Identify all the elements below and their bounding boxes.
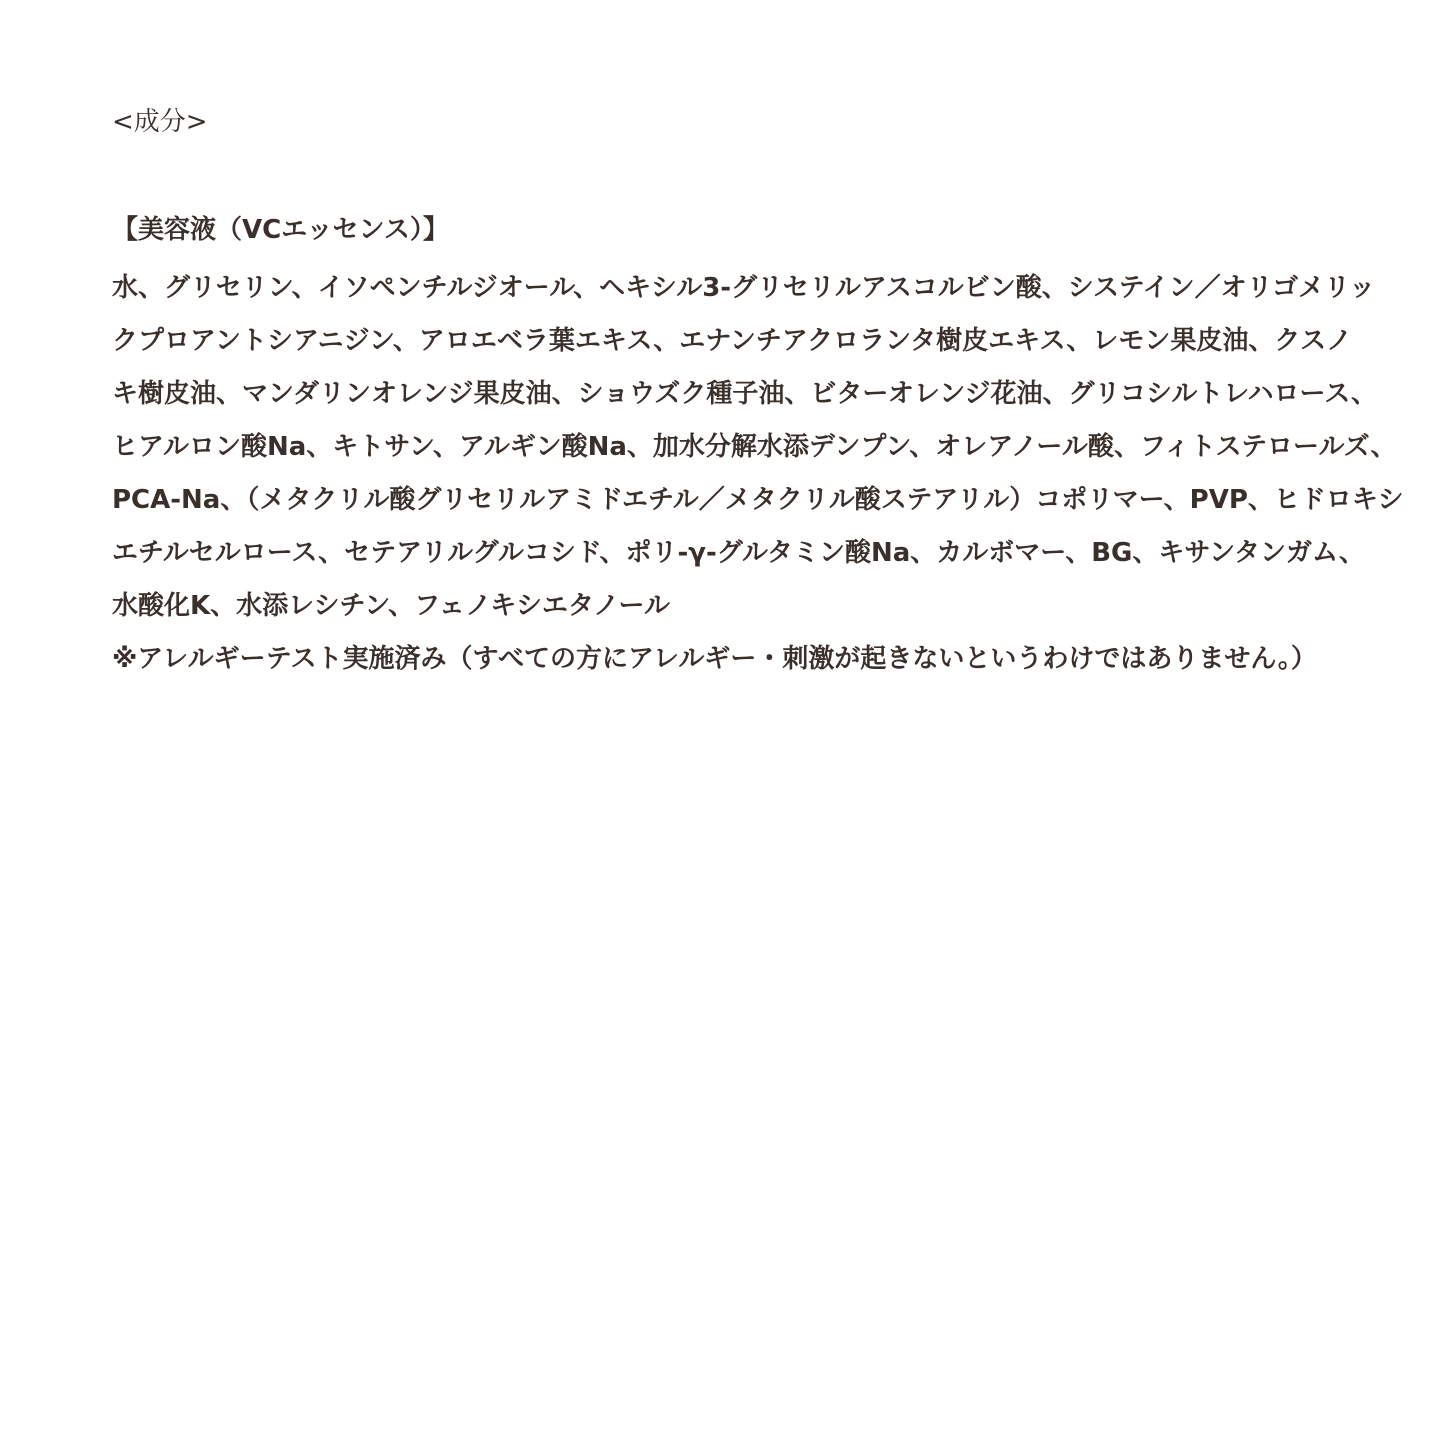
ingredient-line: PCA-Na、（メタクリル酸グリセリルアミドエチル／メタクリル酸ステアリル）コポリマー、PVP、ヒドロキシ — [112, 485, 1404, 515]
ingredient-line: ヒアルロン酸Na、キトサン、アルギン酸Na、加水分解水添デンプン、オレアノール酸、フィトステロールズ、 — [112, 432, 1397, 462]
section-heading: <成分> — [112, 107, 208, 137]
ingredient-line: クプロアントシアニジン、アロエベラ葉エキス、エナンチアクロランタ樹皮エキス、レモン果皮油、クスノ — [112, 326, 1353, 356]
ingredient-line: エチルセルロース、セテアリルグルコシド、ポリ-γ-グルタミン酸Na、カルボマー、BG、キサンタンガム、 — [112, 538, 1365, 568]
ingredient-list — [112, 262, 1404, 686]
allergy-note: ※アレルギーテスト実施済み（すべての方にアレルギー・刺激が起きないというわけではありません。） — [112, 644, 1317, 674]
ingredient-line: キ樹皮油、マンダリンオレンジ果皮油、ショウズク種子油、ビターオレンジ花油、グリコシルトレハロース、 — [112, 379, 1378, 409]
ingredient-line: 水酸化K、水添レシチン、フェノキシエタノール — [112, 591, 670, 621]
product-title: 【美容液（VCエッセンス）】 — [112, 215, 449, 245]
ingredient-line: 水、グリセリン、イソペンチルジオール、ヘキシル3-グリセリルアスコルビン酸、システイン／オリゴメリッ — [112, 273, 1376, 303]
